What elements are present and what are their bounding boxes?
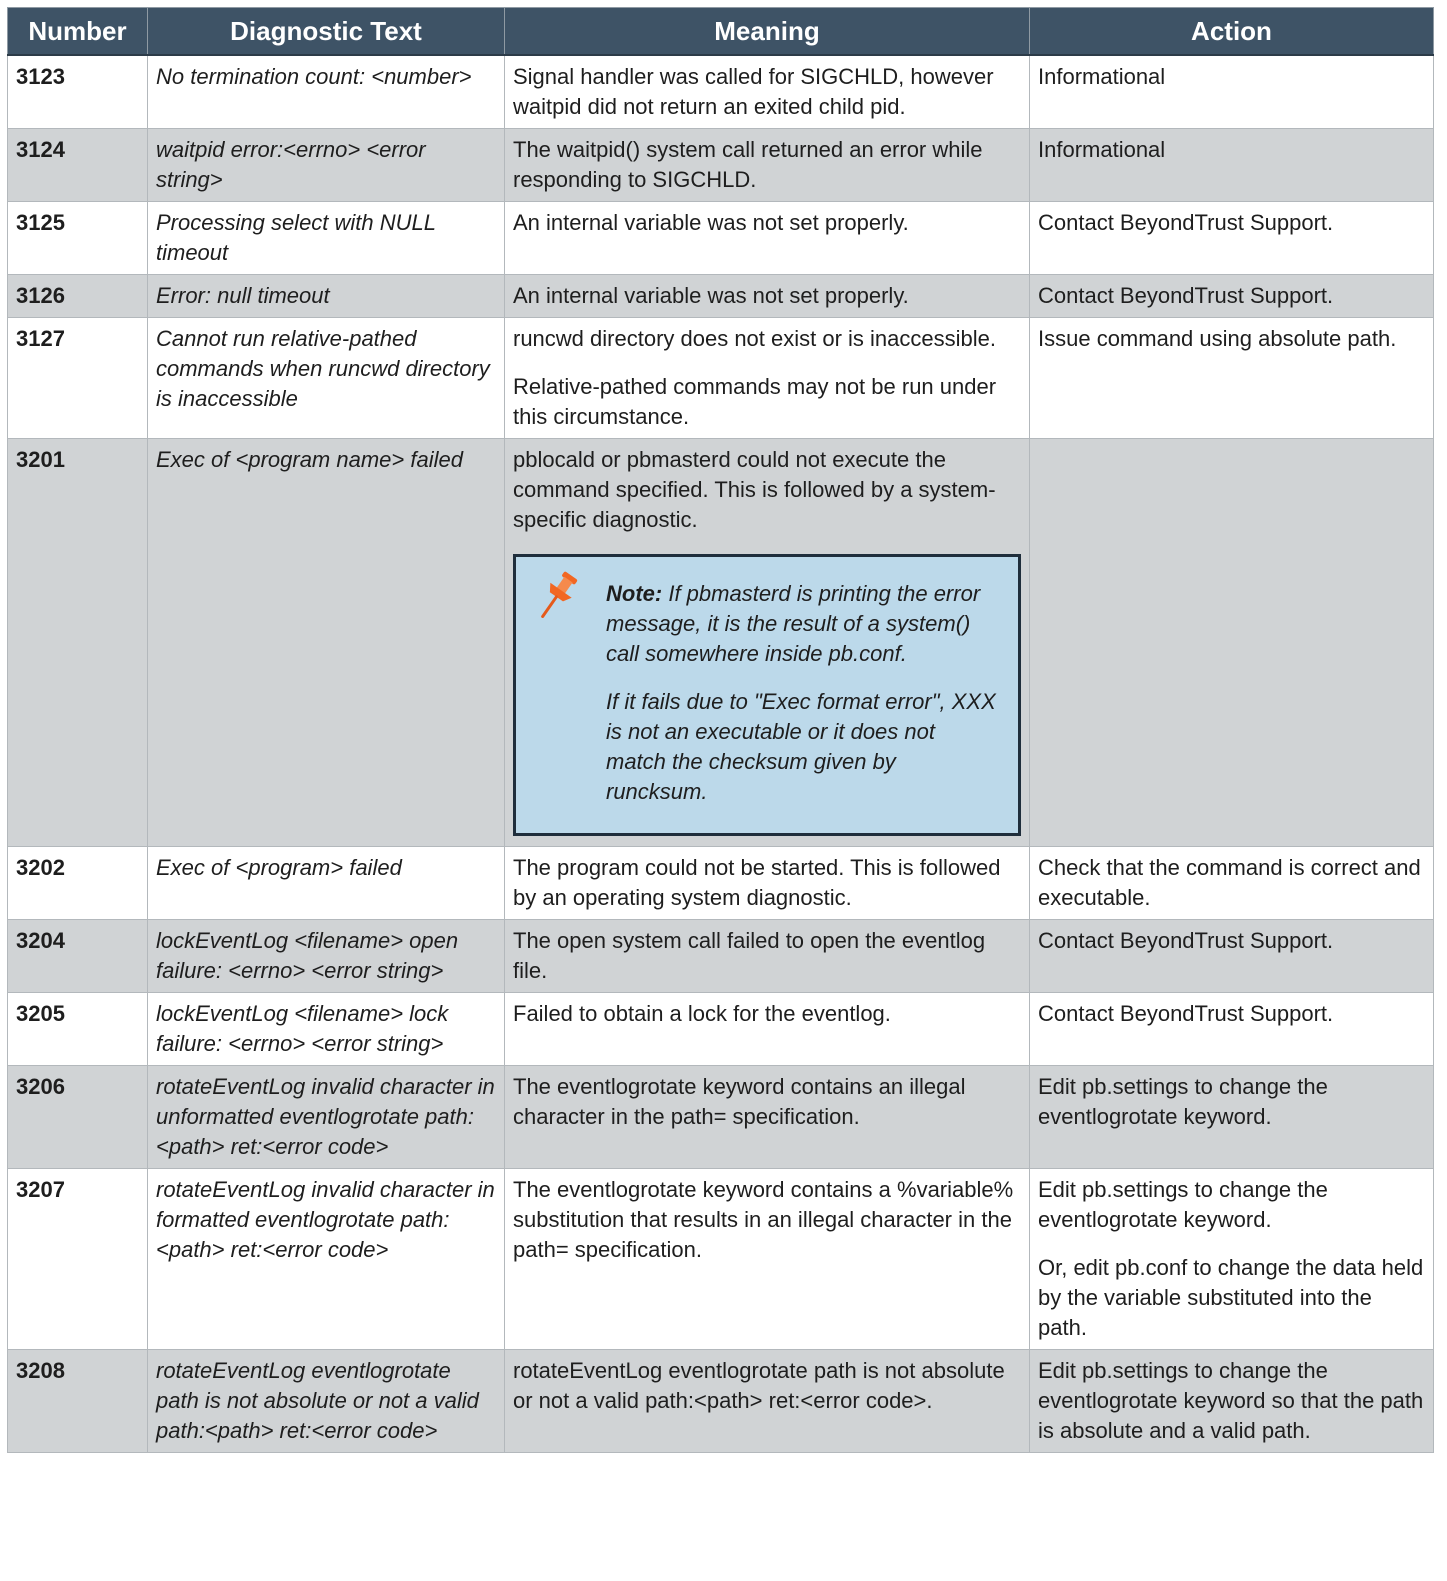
meaning-paragraph: The open system call failed to open the eventlog file. bbox=[513, 928, 986, 983]
note-label: Note: bbox=[606, 581, 663, 606]
cell-number: 3127 bbox=[8, 318, 148, 439]
meaning-paragraph: The program could not be started. This is followed by an operating system diagnostic. bbox=[513, 855, 1001, 910]
action-paragraph: Contact BeyondTrust Support. bbox=[1038, 928, 1334, 953]
table-row bbox=[8, 993, 1434, 1066]
cell-number: 3208 bbox=[8, 1350, 148, 1453]
cell-meaning bbox=[505, 993, 1030, 1066]
cell-action bbox=[1030, 1350, 1434, 1453]
action-paragraph: Check that the command is correct and executable. bbox=[1038, 855, 1421, 910]
cell-number: 3202 bbox=[8, 847, 148, 920]
action-paragraph: Edit pb.settings to change the eventlogrotate keyword. bbox=[1038, 1177, 1328, 1232]
cell-meaning bbox=[505, 439, 1030, 847]
table-row bbox=[8, 439, 1434, 847]
table-row bbox=[8, 847, 1434, 920]
note-box bbox=[513, 554, 1021, 836]
table-row bbox=[8, 1169, 1434, 1350]
cell-action bbox=[1030, 847, 1434, 920]
table-row bbox=[8, 275, 1434, 318]
meaning-paragraph: Relative-pathed commands may not be run under this circumstance. bbox=[513, 374, 997, 429]
cell-diagnostic-text: lockEventLog <filename> open failure: <errno> <error string> bbox=[148, 920, 505, 993]
action-paragraph: Contact BeyondTrust Support. bbox=[1038, 1001, 1334, 1026]
table-row bbox=[8, 129, 1434, 202]
cell-meaning bbox=[505, 202, 1030, 275]
cell-action bbox=[1030, 1066, 1434, 1169]
cell-action bbox=[1030, 993, 1434, 1066]
table-row bbox=[8, 920, 1434, 993]
cell-meaning bbox=[505, 847, 1030, 920]
table-row bbox=[8, 1350, 1434, 1453]
cell-number: 3206 bbox=[8, 1066, 148, 1169]
cell-number: 3207 bbox=[8, 1169, 148, 1350]
cell-diagnostic-text: Cannot run relative-pathed commands when runcwd directory is inaccessible bbox=[148, 318, 505, 439]
meaning-paragraph: The waitpid() system call returned an error while responding to SIGCHLD. bbox=[513, 137, 983, 192]
action-paragraph: Or, edit pb.conf to change the data held by the variable substituted into the path. bbox=[1038, 1255, 1424, 1340]
note-paragraph bbox=[606, 687, 998, 807]
header-diagnostic-text: Diagnostic Text bbox=[148, 8, 505, 56]
header-meaning: Meaning bbox=[505, 8, 1030, 56]
cell-action bbox=[1030, 318, 1434, 439]
cell-meaning bbox=[505, 275, 1030, 318]
note-text: If it fails due to "Exec format error", XXX is not an executable or it does not match the checksum given by runcksum. bbox=[606, 689, 996, 804]
cell-action bbox=[1030, 920, 1434, 993]
cell-diagnostic-text: rotateEventLog invalid character in formatted eventlogrotate path:<path> ret:<error code> bbox=[148, 1169, 505, 1350]
note-text: If pbmasterd is printing the error message, it is the result of a system() call somewhere inside pb.conf. bbox=[606, 581, 981, 666]
cell-action bbox=[1030, 129, 1434, 202]
table-body bbox=[8, 55, 1434, 1453]
header-action: Action bbox=[1030, 8, 1434, 56]
cell-diagnostic-text: Exec of <program name> failed bbox=[148, 439, 505, 847]
cell-number: 3126 bbox=[8, 275, 148, 318]
meaning-paragraph: runcwd directory does not exist or is inaccessible. bbox=[513, 326, 996, 351]
cell-number: 3125 bbox=[8, 202, 148, 275]
header-number: Number bbox=[8, 8, 148, 56]
table-row bbox=[8, 55, 1434, 129]
action-paragraph: Edit pb.settings to change the eventlogrotate keyword so that the path is absolute and a valid path. bbox=[1038, 1358, 1424, 1443]
cell-action bbox=[1030, 1169, 1434, 1350]
cell-diagnostic-text: waitpid error:<errno> <error string> bbox=[148, 129, 505, 202]
cell-number: 3205 bbox=[8, 993, 148, 1066]
cell-meaning bbox=[505, 1066, 1030, 1169]
cell-number: 3124 bbox=[8, 129, 148, 202]
cell-action bbox=[1030, 55, 1434, 129]
meaning-paragraph: The eventlogrotate keyword contains an illegal character in the path= specification. bbox=[513, 1074, 966, 1129]
diagnostics-table bbox=[7, 7, 1434, 1453]
table-row bbox=[8, 318, 1434, 439]
cell-diagnostic-text: Processing select with NULL timeout bbox=[148, 202, 505, 275]
meaning-paragraph: An internal variable was not set properly. bbox=[513, 283, 909, 308]
cell-meaning bbox=[505, 129, 1030, 202]
action-paragraph: Edit pb.settings to change the eventlogrotate keyword. bbox=[1038, 1074, 1328, 1129]
diagnostics-table-container bbox=[7, 7, 1433, 1453]
cell-diagnostic-text: rotateEventLog eventlogrotate path is not absolute or not a valid path:<path> ret:<error code> bbox=[148, 1350, 505, 1453]
meaning-paragraph: Failed to obtain a lock for the eventlog. bbox=[513, 1001, 891, 1026]
cell-meaning bbox=[505, 1350, 1030, 1453]
action-paragraph: Issue command using absolute path. bbox=[1038, 326, 1397, 351]
cell-diagnostic-text: Exec of <program> failed bbox=[148, 847, 505, 920]
action-paragraph: Informational bbox=[1038, 137, 1166, 162]
cell-number: 3204 bbox=[8, 920, 148, 993]
cell-diagnostic-text: No termination count: <number> bbox=[148, 55, 505, 129]
cell-action bbox=[1030, 202, 1434, 275]
table-row bbox=[8, 1066, 1434, 1169]
meaning-paragraph: pblocald or pbmasterd could not execute the command specified. This is followed by a system-specific diagnostic. bbox=[513, 447, 996, 532]
cell-meaning bbox=[505, 318, 1030, 439]
cell-diagnostic-text: lockEventLog <filename> lock failure: <errno> <error string> bbox=[148, 993, 505, 1066]
note-paragraph bbox=[606, 579, 998, 669]
cell-number: 3123 bbox=[8, 55, 148, 129]
cell-action bbox=[1030, 275, 1434, 318]
meaning-paragraph: An internal variable was not set properly. bbox=[513, 210, 909, 235]
action-paragraph: Contact BeyondTrust Support. bbox=[1038, 210, 1334, 235]
meaning-paragraph: Signal handler was called for SIGCHLD, however waitpid did not return an exited child pid. bbox=[513, 64, 994, 119]
cell-meaning bbox=[505, 55, 1030, 129]
action-paragraph: Contact BeyondTrust Support. bbox=[1038, 283, 1334, 308]
cell-meaning bbox=[505, 1169, 1030, 1350]
cell-diagnostic-text: Error: null timeout bbox=[148, 275, 505, 318]
pushpin-icon bbox=[534, 569, 580, 623]
table-row bbox=[8, 202, 1434, 275]
cell-number: 3201 bbox=[8, 439, 148, 847]
cell-action bbox=[1030, 439, 1434, 847]
meaning-paragraph: rotateEventLog eventlogrotate path is not absolute or not a valid path:<path> ret:<error code>. bbox=[513, 1358, 1005, 1413]
cell-meaning bbox=[505, 920, 1030, 993]
header-row bbox=[8, 8, 1434, 56]
meaning-paragraph: The eventlogrotate keyword contains a %variable% substitution that results in an illegal character in the path= specification. bbox=[513, 1177, 1014, 1262]
action-paragraph: Informational bbox=[1038, 64, 1166, 89]
cell-diagnostic-text: rotateEventLog invalid character in unformatted eventlogrotate path:<path> ret:<error code> bbox=[148, 1066, 505, 1169]
